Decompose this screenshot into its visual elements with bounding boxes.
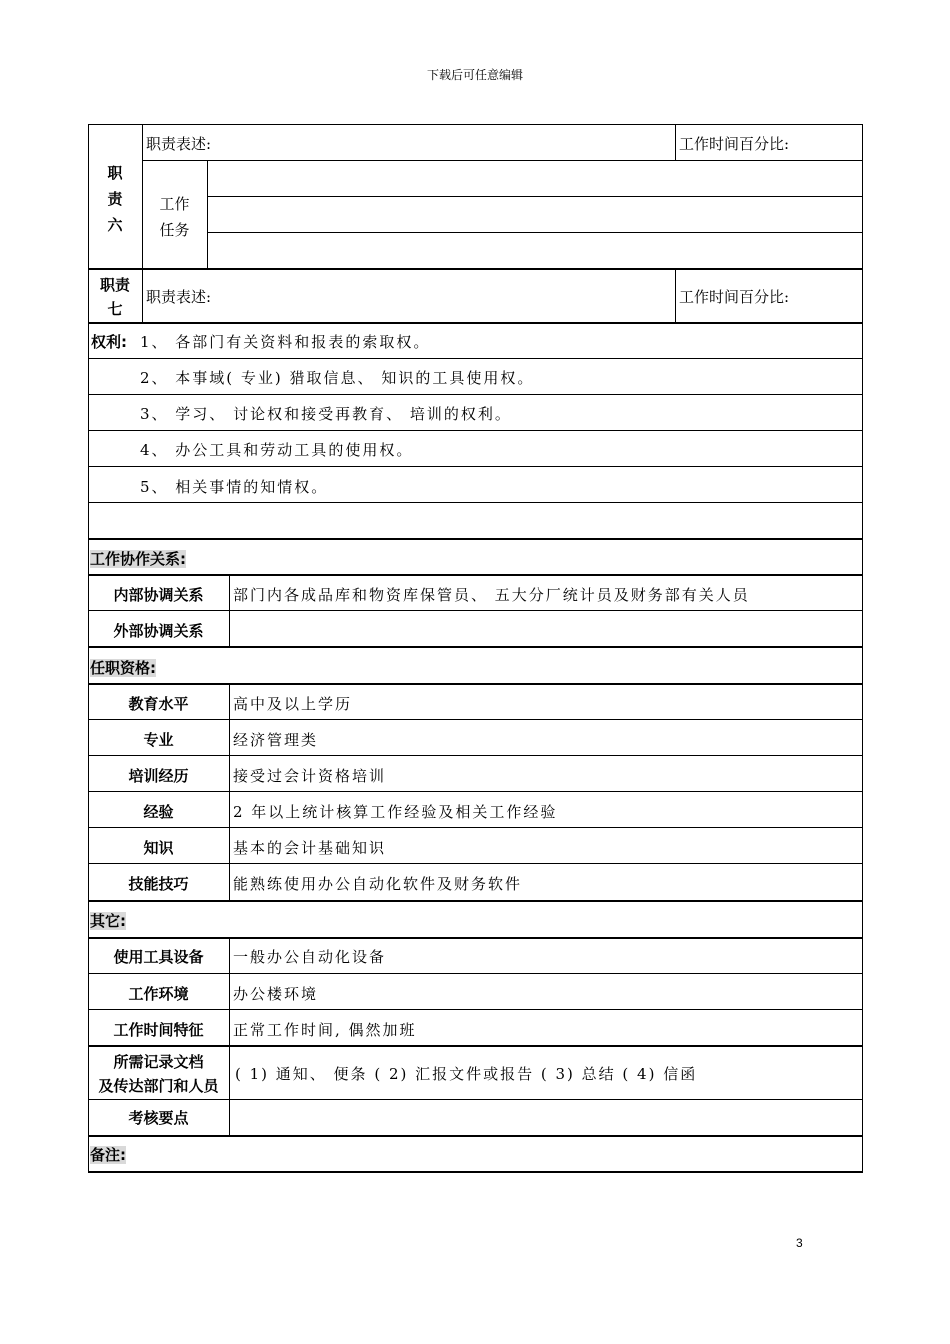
rights-item-1: 1、 各部门有关资料和报表的索取权。 bbox=[140, 333, 431, 351]
rights-label: 权利: bbox=[91, 333, 127, 351]
documents-label-1: 所需记录文档 bbox=[113, 1053, 204, 1071]
knowledge-value: 基本的会计基础知识 bbox=[233, 839, 387, 857]
environment-value: 办公楼环境 bbox=[233, 985, 319, 1003]
duty7-label-1: 职责 bbox=[99, 276, 130, 294]
experience-value: 2 年以上统计核算工作经验及相关工作经验 bbox=[233, 803, 558, 821]
training-value: 接受过会计资格培训 bbox=[233, 767, 387, 785]
tools-value: 一般办公自动化设备 bbox=[233, 948, 387, 966]
experience-label: 经验 bbox=[143, 803, 174, 821]
education-value: 高中及以上学历 bbox=[233, 695, 353, 713]
duty6-desc-label: 职责表述: bbox=[146, 135, 212, 153]
qualifications-label: 任职资格: bbox=[90, 659, 156, 677]
duty6-label-1: 职 bbox=[107, 164, 123, 182]
skills-value: 能熟练使用办公自动化软件及财务软件 bbox=[233, 875, 523, 893]
tools-label: 使用工具设备 bbox=[113, 948, 204, 966]
environment-label: 工作环境 bbox=[128, 985, 189, 1003]
cooperation-label: 工作协作关系: bbox=[90, 550, 186, 568]
page-number: 3 bbox=[796, 1236, 803, 1250]
rights-item-4: 4、 办公工具和劳动工具的使用权。 bbox=[140, 441, 414, 459]
duty6-percent-label: 工作时间百分比: bbox=[679, 135, 790, 153]
notes-label: 备注: bbox=[90, 1146, 126, 1164]
skills-label: 技能技巧 bbox=[128, 875, 189, 893]
duty6-label-3: 六 bbox=[107, 216, 123, 234]
duty7-percent-label: 工作时间百分比: bbox=[679, 288, 790, 306]
rights-item-3: 3、 学习、 讨论权和接受再教育、 培训的权利。 bbox=[140, 405, 512, 423]
duty6-label-2: 责 bbox=[107, 190, 123, 208]
page-header: 下载后可任意编辑 bbox=[426, 68, 523, 82]
documents-value: ( 1) 通知、 便条 ( 2) 汇报文件或报告 ( 3) 总结 ( 4) 信函 bbox=[235, 1065, 698, 1083]
duty6-task-label-1: 工作 bbox=[159, 195, 190, 213]
work-hours-label: 工作时间特征 bbox=[113, 1021, 204, 1039]
assessment-label: 考核要点 bbox=[128, 1109, 189, 1127]
education-label: 教育水平 bbox=[128, 695, 189, 713]
major-value: 经济管理类 bbox=[233, 731, 319, 749]
documents-label-2: 及传达部门和人员 bbox=[98, 1077, 219, 1095]
duty6-task-label-2: 任务 bbox=[159, 221, 190, 239]
rights-item-5: 5、 相关事情的知情权。 bbox=[140, 478, 329, 496]
external-relation-label: 外部协调关系 bbox=[113, 622, 204, 640]
knowledge-label: 知识 bbox=[143, 839, 174, 857]
work-hours-value: 正常工作时间, 偶然加班 bbox=[233, 1021, 417, 1039]
major-label: 专业 bbox=[143, 731, 174, 749]
duty7-desc-label: 职责表述: bbox=[146, 288, 212, 306]
other-label: 其它: bbox=[90, 912, 126, 930]
internal-relation-label: 内部协调关系 bbox=[113, 586, 204, 604]
rights-item-2: 2、 本事域( 专业) 猎取信息、 知识的工具使用权。 bbox=[140, 369, 535, 387]
duty7-label-2: 七 bbox=[107, 300, 123, 318]
training-label: 培训经历 bbox=[128, 767, 189, 785]
internal-relation-value: 部门内各成品库和物资库保管员、 五大分厂统计员及财务部有关人员 bbox=[233, 586, 750, 604]
